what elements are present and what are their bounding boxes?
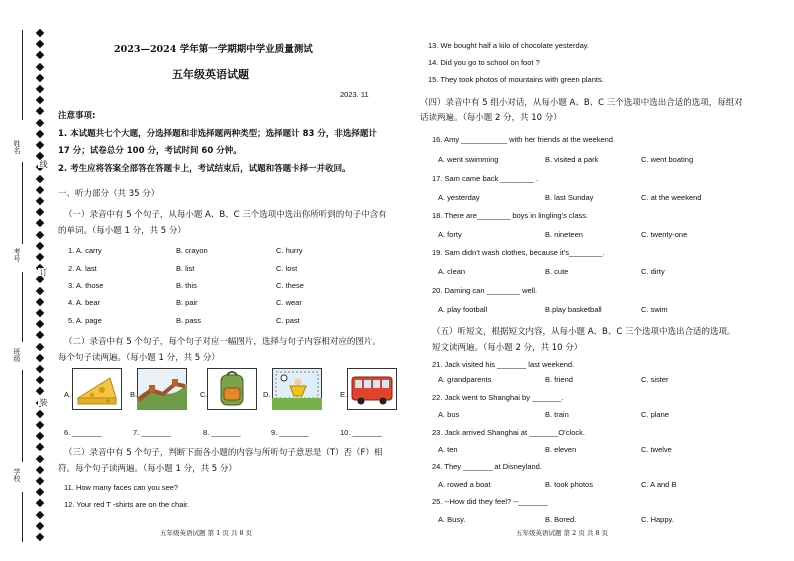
question-23: 23. Jack arrived Shanghai at _______O’clock. <box>432 428 586 437</box>
margin-rule <box>22 162 23 244</box>
q20-option-c[interactable]: C. swim <box>641 305 668 314</box>
q23-option-c[interactable]: C. twelve <box>641 445 672 454</box>
margin-diamond <box>36 354 44 362</box>
margin-diamond <box>36 320 44 328</box>
margin-diamond <box>36 421 44 429</box>
q22-option-c[interactable]: C. plane <box>641 410 669 419</box>
margin-diamond <box>36 331 44 339</box>
section-1-instruction-1: （一）录音中有 5 个句子，从每小题 A、B、C 三个选项中选出你所听到的句子中含有 <box>64 210 387 220</box>
margin-label-school: 学校 <box>13 468 21 482</box>
question-14: 14. Did you go to school on foot ? <box>428 58 540 67</box>
section-listening-title: 一、听力部分（共 35 分） <box>58 189 160 199</box>
q25-option-b[interactable]: B. Bored. <box>545 515 577 524</box>
section-4-instruction-2: 话读两遍。（每小题 2 分，共 10 分） <box>420 113 562 123</box>
answer-blank-7[interactable]: 7. _______ <box>133 428 171 437</box>
exam-date: 2023. 11 <box>340 90 369 99</box>
q22-option-b[interactable]: B. train <box>545 410 569 419</box>
margin-label-name: 姓名 <box>13 140 21 154</box>
q5-option-c[interactable]: C. past <box>276 316 300 325</box>
q18-option-a[interactable]: A. forty <box>438 230 462 239</box>
question-25: 25. --How did they feel? --_______ <box>432 497 548 506</box>
question-16: 16. Amy ___________ with her friends at the weekend. <box>432 135 616 144</box>
q20-option-b[interactable]: B.play basketball <box>545 305 602 314</box>
margin-diamond <box>36 85 44 93</box>
margin-mark-bind: 装 <box>39 398 48 406</box>
q25-option-c[interactable]: C. Happy. <box>641 515 674 524</box>
margin-rule <box>22 30 23 120</box>
q16-option-a[interactable]: A. went swimming <box>438 155 499 164</box>
margin-diamond <box>36 230 44 238</box>
section-5-instruction-2: 短文读两遍。（每小题 2 分，共 10 分） <box>432 343 583 353</box>
margin-label-number: 考号 <box>13 248 21 262</box>
section-1-instruction-2: 的单词。（每小题 1 分，共 5 分） <box>58 226 186 236</box>
q23-option-b[interactable]: B. eleven <box>545 445 577 454</box>
q24-option-c[interactable]: C. A and B <box>641 480 677 489</box>
notes-heading: 注意事项: <box>58 111 96 121</box>
q24-option-a[interactable]: A. rowed a boat <box>438 480 491 489</box>
margin-diamond <box>36 309 44 317</box>
backpack-picture <box>207 368 257 410</box>
question-21: 21. Jack visited his _______ last weekend. <box>432 360 575 369</box>
margin-diamond <box>36 141 44 149</box>
margin-diamond <box>36 488 44 496</box>
cheese-picture <box>72 368 122 410</box>
q1-option-a[interactable]: 1. A. carry <box>68 246 102 255</box>
margin-diamond <box>36 118 44 126</box>
picture-label-a: A. <box>64 390 72 399</box>
q2-option-b[interactable]: B. list <box>176 264 195 273</box>
question-18: 18. There are________ boys in lingling’s class. <box>432 211 589 220</box>
section-4-instruction-1: （四）录音中有 5 组小对话，从每小题 A、B、C 三个选项中选出合适的选项，每组对 <box>420 98 743 108</box>
footer-page-2: 五年级英语试题 第 2 页 共 8 页 <box>516 529 609 537</box>
footer-page-1: 五年级英语试题 第 1 页 共 8 页 <box>160 529 253 537</box>
margin-diamond <box>36 242 44 250</box>
margin-diamond <box>36 410 44 418</box>
question-12: 12. Your red T -shirts are on the chair. <box>64 500 190 509</box>
q17-option-b[interactable]: B. last Sunday <box>545 193 594 202</box>
margin-diamond <box>36 365 44 373</box>
margin-rule <box>22 492 23 542</box>
question-17: 17. Sam came back ________ . <box>432 174 538 183</box>
question-22: 22. Jack went to Shanghai by _______. <box>432 393 564 402</box>
margin-diamond <box>36 275 44 283</box>
binding-margin-decoration <box>36 30 46 545</box>
section-2-instruction-2: 每个句子读两遍。（每小题 1 分，共 5 分） <box>58 353 220 363</box>
q22-option-a[interactable]: A. bus <box>438 410 460 419</box>
q3-option-c[interactable]: C. these <box>276 281 304 290</box>
margin-diamond <box>36 130 44 138</box>
margin-diamond <box>36 298 44 306</box>
q4-option-c[interactable]: C. wear <box>276 298 302 307</box>
q20-option-a[interactable]: A. play football <box>438 305 488 314</box>
question-11: 11. How many faces can you see? <box>64 483 179 492</box>
q19-option-b[interactable]: B. cute <box>545 267 569 276</box>
margin-diamond <box>36 197 44 205</box>
margin-diamond <box>36 477 44 485</box>
margin-rule <box>22 370 23 462</box>
margin-diamond <box>36 376 44 384</box>
margin-mark-order: 订 <box>39 268 48 276</box>
margin-rule <box>22 272 23 342</box>
picture-label-b: B. <box>130 390 138 399</box>
margin-label-class: 班级 <box>13 348 21 362</box>
q21-option-c[interactable]: C. sister <box>641 375 669 384</box>
q5-option-a[interactable]: 5. A. page <box>68 316 102 325</box>
q21-option-b[interactable]: B. friend <box>545 375 573 384</box>
answer-blank-8[interactable]: 8. _______ <box>203 428 241 437</box>
note-1-line-1: 1. 本试题共七个大题，分选择题和非选择题两种类型；选择题计 83 分，非选择题计 <box>58 129 377 139</box>
question-15: 15. They took photos of mountains with green plants. <box>428 75 604 84</box>
margin-diamond <box>36 499 44 507</box>
q1-option-b[interactable]: B. crayon <box>176 246 208 255</box>
picture-label-e: E. <box>340 390 348 399</box>
section-3-instruction-2: 符。每个句子读两遍。（每小题 1 分，共 5 分） <box>58 464 237 474</box>
exam-title: 2023—2024 学年第一学期期中学业质量测试 <box>114 44 313 55</box>
margin-diamond <box>36 253 44 261</box>
note-1-line-2: 17 分；试卷总分 100 分，考试时间 60 分钟。 <box>58 146 242 156</box>
margin-diamond <box>36 466 44 474</box>
q18-option-b[interactable]: B. nineteen <box>545 230 583 239</box>
answer-blank-9[interactable]: 9. _______ <box>271 428 309 437</box>
margin-diamond <box>36 342 44 350</box>
margin-diamond <box>36 62 44 70</box>
q2-option-a[interactable]: 2. A. last <box>68 264 97 273</box>
q16-option-b[interactable]: B. visited a park <box>545 155 599 164</box>
q25-option-a[interactable]: A. Busy. <box>438 515 466 524</box>
margin-diamond <box>36 29 44 37</box>
q23-option-a[interactable]: A. ten <box>438 445 458 454</box>
margin-diamond <box>36 186 44 194</box>
margin-diamond <box>36 74 44 82</box>
margin-diamond <box>36 174 44 182</box>
question-19: 19. Sam didn’t wash clothes, because it’s________. <box>432 248 605 257</box>
question-20: 20. Daming can ________ well. <box>432 286 538 295</box>
q3-option-a[interactable]: 3. A. those <box>68 281 104 290</box>
section-2-instruction-1: （二）录音中有 5 个句子，每个句子对应一幅图片，选择与句子内容相对应的图片。 <box>64 337 381 347</box>
margin-diamond <box>36 522 44 530</box>
margin-diamond <box>36 286 44 294</box>
picture-label-d: D. <box>263 390 271 399</box>
margin-diamond <box>36 432 44 440</box>
margin-diamond <box>36 219 44 227</box>
q4-option-a[interactable]: 4. A. bear <box>68 298 101 307</box>
great-wall-picture <box>137 368 187 410</box>
bus-picture <box>347 368 397 410</box>
q19-option-a[interactable]: A. clean <box>438 267 466 276</box>
q1-option-c[interactable]: C. hurry <box>276 246 303 255</box>
margin-diamond <box>36 40 44 48</box>
q21-option-a[interactable]: A. grandparents <box>438 375 492 384</box>
margin-diamond <box>36 96 44 104</box>
q5-option-b[interactable]: B. pass <box>176 316 202 325</box>
q17-option-a[interactable]: A. yesterday <box>438 193 480 202</box>
margin-diamond <box>36 107 44 115</box>
section-5-instruction-1: （五）听短文，根据短文内容，从每小题 A、B、C 三个选项中选出合适的选项。 <box>432 327 736 337</box>
q19-option-c[interactable]: C. dirty <box>641 267 665 276</box>
q24-option-b[interactable]: B. took photos <box>545 480 593 489</box>
margin-diamond <box>36 454 44 462</box>
note-2: 2. 考生应将答案全部答在答题卡上，考试结束后，试题和答题卡择一并收回。 <box>58 164 351 174</box>
q17-option-c[interactable]: C. at the weekend <box>641 193 702 202</box>
q18-option-c[interactable]: C. twenty-one <box>641 230 688 239</box>
q3-option-b[interactable]: B. this <box>176 281 197 290</box>
margin-diamond <box>36 533 44 541</box>
goalkeeper-picture <box>272 368 322 410</box>
exam-subtitle: 五年级英语试题 <box>172 68 249 81</box>
margin-diamond <box>36 443 44 451</box>
margin-diamond <box>36 387 44 395</box>
section-3-instruction-1: （三）录音中有 5 个句子，判断下面各小题的内容与所听句子意思是（T）否（F）相 <box>64 448 383 458</box>
question-13: 13. We bought half a kilo of chocolate yesterday. <box>428 41 590 50</box>
margin-diamond <box>36 208 44 216</box>
q16-option-c[interactable]: C. went boating <box>641 155 694 164</box>
picture-label-c: C. <box>200 390 208 399</box>
answer-blank-10[interactable]: 10. _______ <box>340 428 382 437</box>
question-24: 24. They _______ at Disneyland. <box>432 462 542 471</box>
answer-blank-6[interactable]: 6. _______ <box>64 428 102 437</box>
margin-diamond <box>36 51 44 59</box>
q2-option-c[interactable]: C. lost <box>276 264 298 273</box>
q4-option-b[interactable]: B. pair <box>176 298 198 307</box>
margin-diamond <box>36 510 44 518</box>
margin-mark-line: 线 <box>39 160 48 168</box>
